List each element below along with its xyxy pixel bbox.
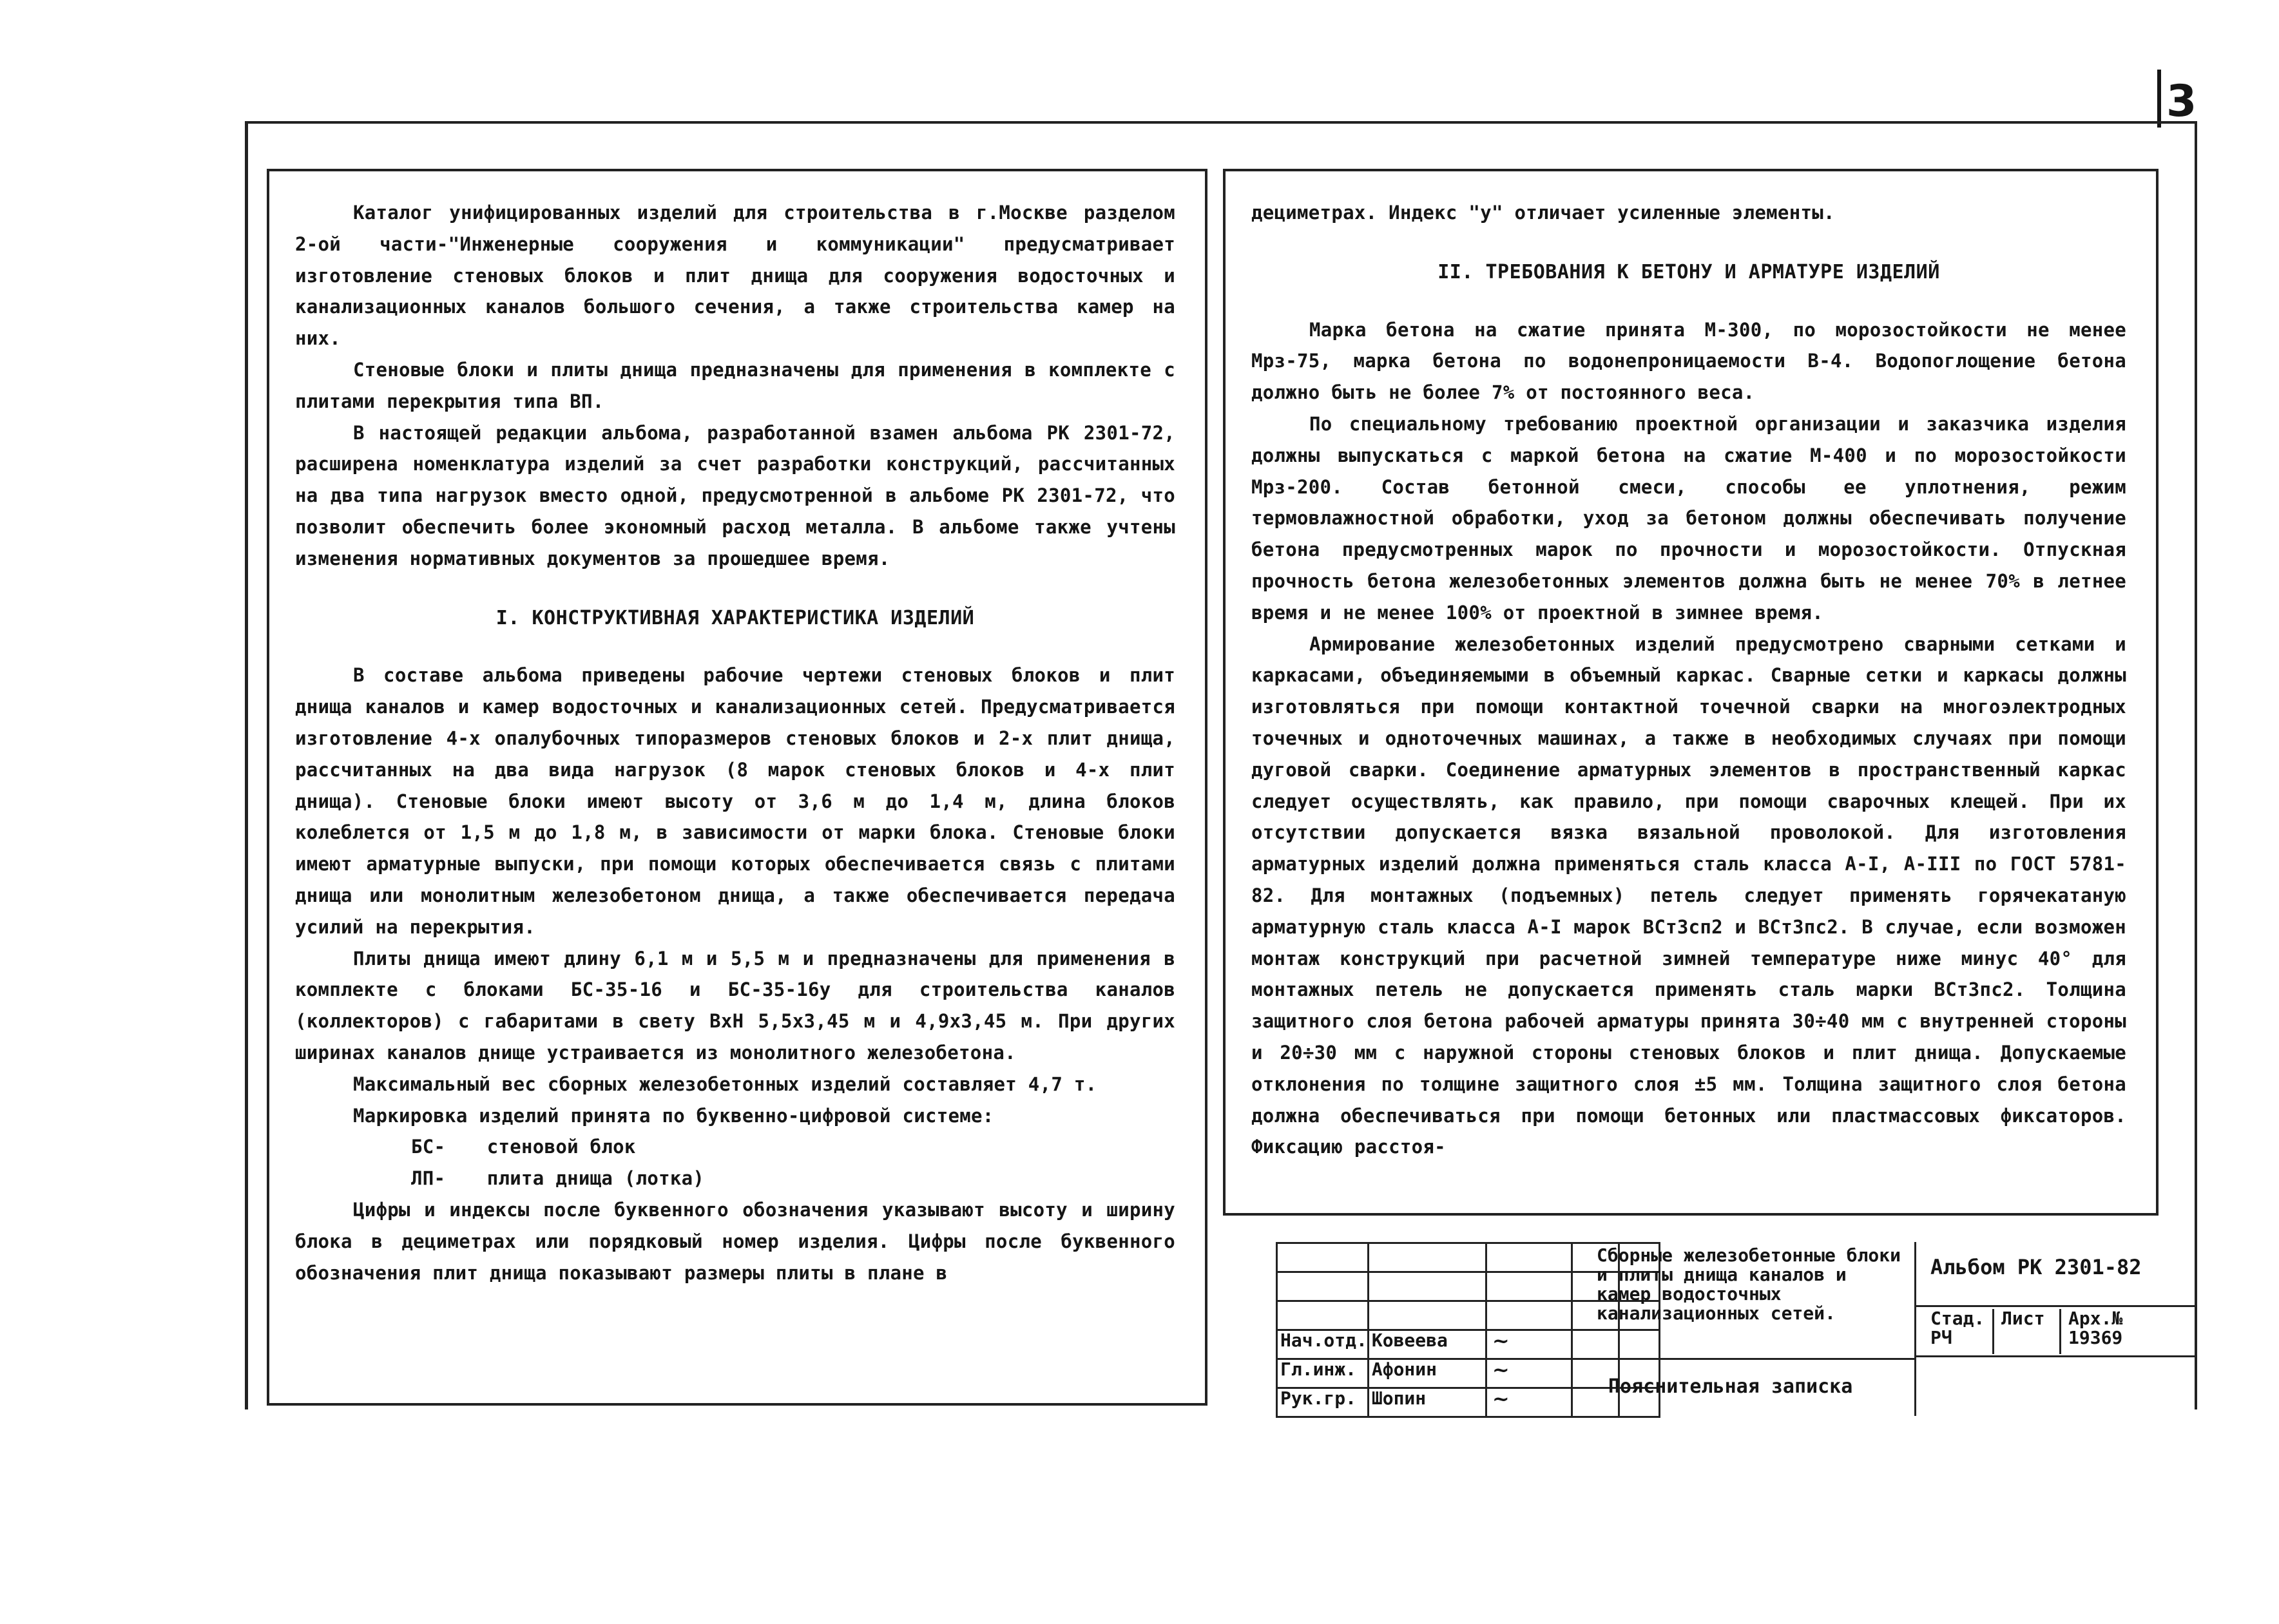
section-1-paragraph-4: Маркировка изделий принята по буквенно-цифровой системе:: [353, 1104, 994, 1127]
section-1-paragraph-1: В составе альбома приведены рабочие чертежи стеновых блоков и плит днища каналов и камер водосточных и канализационных сетей. Предусматривается изготовление 4-х опалубочных типоразмеров стеновых блоков и 2-х плит днища, рассчитанных на два вида нагрузок (8 марок стеновых блоков и 4-х плит днища). Стеновые блоки имеют высоту от 3,6 м до 1,4 м, длина блоков колеблется от 1,5 м до 1,8 м, в зависимости от марки блока. Стеновые блоки имеют арматурные выпуски, при помощи которых обеспечивается связь с плитами днища или монолитным железобетоном днища, а также обеспечивается передача усилий на перекрытия.: [295, 664, 1175, 938]
album-number: Альбом РК 2301-82: [1930, 1255, 2142, 1279]
section-1-heading: I. КОНСТРУКТИВНАЯ ХАРАКТЕРИСТИКА ИЗДЕЛИЙ: [495, 606, 975, 629]
signature-mark: ~: [1486, 1388, 1572, 1417]
marking-item-bs: [295, 1131, 1175, 1163]
sheet-title: Пояснительная записка: [1608, 1375, 1853, 1398]
title-block: [1276, 1242, 2197, 1416]
intro-paragraph-2: Стеновые блоки и плиты днища предназначены для применения в комплекте с плитами перекрытия типа ВП.: [295, 358, 1175, 412]
sheet-field: [2001, 1309, 2044, 1328]
section-2-paragraph-2: По специальному требованию проектной организации и заказчика изделия должны выпускаться с маркой бетона на сжатие М-400 и по морозостойкости Мрз-200. Состав бетонной смеси, способы ее уплотнения, режим термовлажностной обработки, уход за бетоном должны обеспечивать получение бетона предусмотренных марок по прочности и морозостойкости. Отпускная прочность бетона железобетонных элементов должна быть не менее 70% в летнее время и не менее 100% от проектной в зимнее время.: [1251, 412, 2126, 624]
intro-paragraph-3: В настоящей редакции альбома, разработанной взамен альбома РК 2301-72, расширена номенклатура изделий за счет разработки конструкций, рассчитанных на два типа нагрузок вместо одной, предусмотренной в альбоме РК 2301-72, что позволит обеспечить более экономный расход металла. В альбоме также учтены изменения нормативных документов за прошедшее время.: [295, 421, 1175, 569]
marking-text: плита днища (лотка): [486, 1167, 705, 1190]
continuation-line: дециметрах. Индекс "у" отличает усиленные элементы.: [1251, 202, 1835, 224]
name-head-of-dept: Ковеева: [1368, 1330, 1486, 1359]
archive-field: [2068, 1309, 2122, 1348]
section-1-paragraph-3: Максимальный вес сборных железобетонных изделий составляет 4,7 т.: [353, 1073, 1097, 1095]
sheet-label: Лист: [2001, 1308, 2045, 1329]
intro-paragraph-1: Каталог унифицированных изделий для строительства в г.Москве разделом 2-ой части-"Инженерные сооружения и коммуникации" предусматривает изготовление стеновых блоков и плит днища для сооружения водосточных и канализационных каналов большого сечения, а также строительства камер на них.: [295, 202, 1175, 350]
stage-value: РЧ: [1930, 1327, 1952, 1348]
stage-field: [1930, 1309, 1985, 1348]
page-number-bar: [2157, 70, 2161, 128]
signature-mark: ~: [1486, 1330, 1572, 1359]
section-2-paragraph-1: Марка бетона на сжатие принята М-300, по морозостойкости не менее Мрз-75, марка бетона по водонепроницаемости В-4. Водопоглощение бетона должно быть не более 7% от постоянного веса.: [1251, 318, 2126, 404]
marking-item-lp: [295, 1163, 1175, 1194]
name-chief-engineer: Афонин: [1368, 1359, 1486, 1388]
signature-mark: ~: [1486, 1359, 1572, 1388]
marking-text: стеновой блок: [486, 1136, 636, 1158]
name-group-leader: Шопин: [1368, 1388, 1486, 1417]
section-2-heading: II. ТРЕБОВАНИЯ К БЕТОНУ И АРМАТУРЕ ИЗДЕЛИЙ: [1438, 260, 1940, 283]
marking-code: ЛП-: [411, 1167, 446, 1190]
archive-label: Арх.№: [2068, 1308, 2123, 1329]
role-group-leader: Рук.гр.: [1277, 1388, 1369, 1417]
drawing-title: Сборные железобетонные блоки и плиты днища каналов и камер водосточных канализационных сетей.: [1597, 1245, 1901, 1324]
page-number: 3: [2166, 76, 2197, 127]
marking-code: БС-: [411, 1136, 446, 1158]
drawing-title-cell: [1591, 1242, 1916, 1416]
right-text-column: [1223, 169, 2159, 1216]
stage-label: Стад.: [1930, 1308, 1985, 1329]
left-text-column: [267, 169, 1207, 1406]
role-head-of-dept: Нач.отд.: [1277, 1330, 1369, 1359]
section-1-paragraph-2: Плиты днища имеют длину 6,1 м и 5,5 м и предназначены для применения в комплекте с блоками БС-35-16 и БС-35-16у для строительства каналов (коллекторов) с габаритами в свету ВхН 5,5х3,45 м и 4,9х3,45 м. При других ширинах каналов днище устраивается из монолитного железобетона.: [295, 947, 1175, 1064]
closing-paragraph: Цифры и индексы после буквенного обозначения указывают высоту и ширину блока в дециметрах или порядковый номер изделия. Цифры после буквенного обозначения плит днища показывают размеры плиты в плане в: [295, 1198, 1175, 1284]
role-chief-engineer: Гл.инж.: [1277, 1359, 1369, 1388]
section-2-paragraph-3: Армирование железобетонных изделий предусмотрено сварными сетками и каркасами, объединяемыми в объемный каркас. Сварные сетки и каркасы должны изготовляться при помощи контактной точечной сварки на многоэлектродных точечных и одноточечных машинах, а также в необходимых случаях при помощи дуговой сварки. Соединение арматурных элементов в пространственный каркас следует осуществлять, как правило, при помощи сварочных клещей. При их отсутствии допускается вязка вязальной проволокой. Для изготовления арматурных изделий должна применяться сталь класса А-I, А-III по ГОСТ 5781-82. Для монтажных (подъемных) петель следует применять горячекатаную арматурную сталь класса А-I марок ВСт3сп2 и ВСт3пс2. В случае, если возможен монтаж конструкций при расчетной зимней температуре ниже минус 40° для монтажных петель не допускается применять сталь марки ВСт3пс2. Толщина защитного слоя бетона рабочей арматуры принята 30÷40 мм с внутренней стороны и 20÷30 мм с наружной стороны стеновых блоков и плит днища. Допускаемые отклонения по толщине защитного слоя ±5 мм. Толщина защитного слоя бетона должна обеспечиваться при помощи бетонных или пластмассовых фиксаторов. Фиксацию расстоя-: [1251, 633, 2126, 1158]
archive-value: 19369: [2068, 1327, 2123, 1348]
